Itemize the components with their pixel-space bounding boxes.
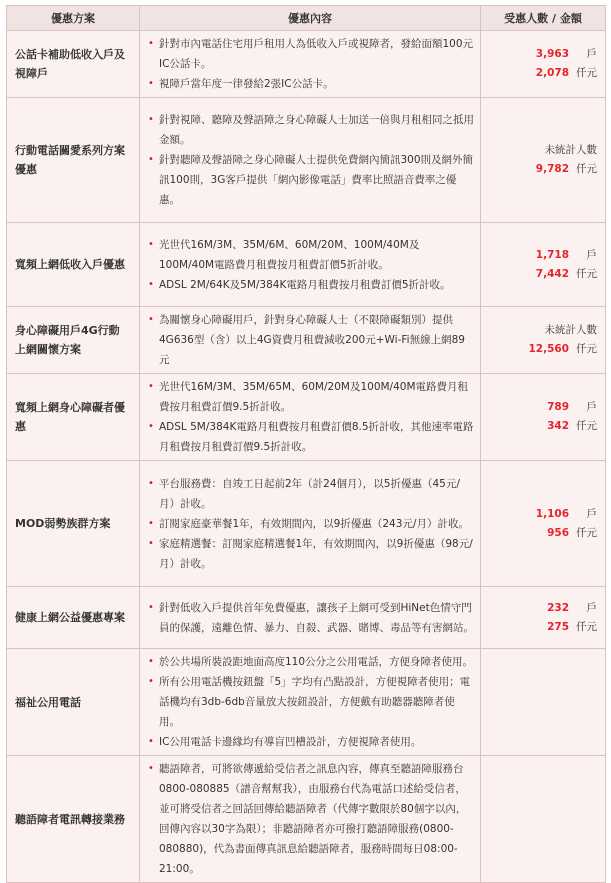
stat-line [485, 398, 597, 417]
content-bullet: • 訂閱家庭豪華餐1年，有效期間內，以9折優惠（243元/月）計收。 [148, 514, 474, 534]
table-row [7, 307, 606, 374]
stat-note: 未統計人數 [544, 324, 597, 336]
content-bullet: • 針對市內電話住宅用戶租用人為低收入戶或視障者，發給面額100元IC公話卡。 [148, 34, 474, 74]
stat-line [485, 45, 597, 64]
plan-name: 寬頻上網身心障礙者優惠 [7, 374, 140, 461]
plan-content [140, 461, 481, 587]
stat-line [485, 265, 597, 284]
stat-line [485, 505, 597, 524]
stat-line [485, 64, 597, 83]
plan-stats [481, 98, 606, 223]
table-row [7, 31, 606, 98]
stat-line [485, 340, 597, 359]
stat-unit: 仟元 [576, 526, 597, 539]
table-row [7, 98, 606, 223]
plan-stats [481, 223, 606, 307]
stat-value: 956 [547, 526, 569, 539]
plan-content [140, 223, 481, 307]
stat-value: 275 [547, 620, 569, 633]
stat-unit: 仟元 [576, 343, 597, 355]
table-row [7, 587, 606, 649]
plan-stats [481, 307, 606, 374]
plan-name: 行動電話關愛系列方案優惠 [7, 98, 140, 223]
stat-line [485, 524, 597, 543]
stat-value: 9,782 [535, 163, 569, 175]
content-bullet: • ADSL 2M/64K及5M/384K電路月租費按月租費訂價5折計收。 [148, 275, 474, 295]
table-header-row [7, 6, 606, 31]
stat-value: 12,560 [528, 343, 569, 355]
content-bullet: • ADSL 5M/384K電路月租費按月租費訂價8.5折計收，其他速率電路月租費按月租費訂價9.5折計收。 [148, 417, 474, 457]
plan-content [140, 31, 481, 98]
plan-stats [481, 756, 606, 883]
stat-value: 1,718 [535, 248, 569, 261]
stat-line [485, 246, 597, 265]
plan-stats [481, 31, 606, 98]
plan-name: 寬頻上網低收入戶優惠 [7, 223, 140, 307]
plan-content [140, 649, 481, 756]
plan-content [140, 756, 481, 883]
content-bullet: • 為關懷身心障礙用戶，針對身心障礙人士（不限障礙類別）提供4G636型（含）以上4G資費月租費減收200元+Wi-Fi無線上網89元 [148, 310, 474, 370]
content-bullet: • 光世代16M/3M、35M/65M、60M/20M及100M/40M電路費月租費按月租費訂價9.5折計收。 [148, 377, 474, 417]
stat-unit: 仟元 [576, 67, 597, 79]
stat-line [485, 618, 597, 637]
stat-unit: 仟元 [576, 620, 597, 633]
table-row [7, 374, 606, 461]
stat-value: 1,106 [535, 507, 569, 520]
content-bullet: • 於公共場所裝設距地面高度110公分之公用電話，方便身障者使用。 [148, 652, 474, 672]
plan-content [140, 98, 481, 223]
content-bullet: • 所有公用電話機按鈕盤「5」字均有凸點設計，方便視障者使用；電話機均有3db-6db音量放大按鈕設計，方便戴有助聽器聽障者使用。 [148, 672, 474, 732]
stat-unit: 戶 [586, 601, 597, 614]
header-stats: 受惠人數 / 金額 [481, 6, 606, 31]
header-content: 優惠內容 [140, 6, 481, 31]
plan-stats [481, 649, 606, 756]
content-bullet: • 針對聽障及聲語障之身心障礙人士提供免費網內簡訊300則及網外簡訊100則，3G客戶提供「網內影像電話」費率比照語音費率之優惠。 [148, 150, 474, 210]
plan-stats [481, 374, 606, 461]
table-row [7, 223, 606, 307]
content-bullet: • IC公用電話卡邊緣均有導盲凹槽設計，方便視障者使用。 [148, 732, 474, 752]
plan-stats [481, 461, 606, 587]
stat-unit: 戶 [586, 248, 597, 261]
plan-stats [481, 587, 606, 649]
stat-unit: 戶 [586, 507, 597, 520]
stat-line [485, 160, 597, 179]
stat-line [485, 417, 597, 436]
table-body [7, 31, 606, 883]
content-bullet: • 聽語障者，可將欲傳遞給受信者之訊息內容，傳真至聽語障服務台0800-080885（譜音幫幫我），由服務台代為電話口述給受信者，並可將受信者之回話回傳給聽語障者（代傳字數限於80個字以內，回傳內容以30字為限）；非聽語障者亦可撥打聽語障服務(0800-080880)，代為書面傳真訊息給聽語障者，服務時間每日08:00-21:00。 [148, 759, 474, 879]
stat-value: 7,442 [535, 267, 569, 280]
plan-name: 身心障礙用戶4G行動上網關懷方案 [7, 307, 140, 374]
plan-name: MOD弱勢族群方案 [7, 461, 140, 587]
stat-unit: 戶 [586, 48, 597, 60]
content-bullet: • 光世代16M/3M、35M/6M、60M/20M、100M/40M及100M/40M電路費月租費按月租費訂價5折計收。 [148, 235, 474, 275]
table-row [7, 461, 606, 587]
stat-value: 342 [547, 420, 569, 432]
stat-value: 2,078 [535, 67, 569, 79]
stat-value: 232 [547, 601, 569, 614]
stat-unit: 戶 [586, 401, 597, 413]
stat-line [485, 599, 597, 618]
plan-name: 福祉公用電話 [7, 649, 140, 756]
stat-value: 3,963 [535, 48, 569, 60]
content-bullet: • 平台服務費：自竣工日起前2年（計24個月），以5折優惠（45元/月）計收。 [148, 474, 474, 514]
content-bullet: • 家庭精選餐：訂閱家庭精選餐1年，有效期間內，以9折優惠（98元/月）計收。 [148, 534, 474, 574]
stat-unit: 仟元 [576, 267, 597, 280]
stat-line [485, 321, 597, 340]
plan-name: 公話卡補助低收入戶及視障戶 [7, 31, 140, 98]
table-row [7, 756, 606, 883]
content-bullet: • 針對視障、聽障及聲語障之身心障礙人士加送一倍與月租相同之抵用金額。 [148, 110, 474, 150]
plan-name: 聽語障者電訊轉接業務 [7, 756, 140, 883]
content-bullet: • 針對低收入戶提供首年免費優惠，讓孩子上網可受到HiNet色情守門員的保護，遠離色情、暴力、自殺、武器、賭博、毒品等有害網站。 [148, 598, 474, 638]
plan-name: 健康上網公益優惠專案 [7, 587, 140, 649]
stat-unit: 仟元 [576, 163, 597, 175]
header-plan: 優惠方案 [7, 6, 140, 31]
stat-unit: 仟元 [576, 420, 597, 432]
plan-content [140, 374, 481, 461]
plan-content [140, 307, 481, 374]
benefit-plans-table [6, 5, 606, 883]
stat-line [485, 141, 597, 160]
content-bullet: • 視障戶當年度一律發給2張IC公話卡。 [148, 74, 474, 94]
plan-content [140, 587, 481, 649]
stat-note: 未統計人數 [544, 144, 597, 156]
stat-value: 789 [547, 401, 569, 413]
table-row [7, 649, 606, 756]
